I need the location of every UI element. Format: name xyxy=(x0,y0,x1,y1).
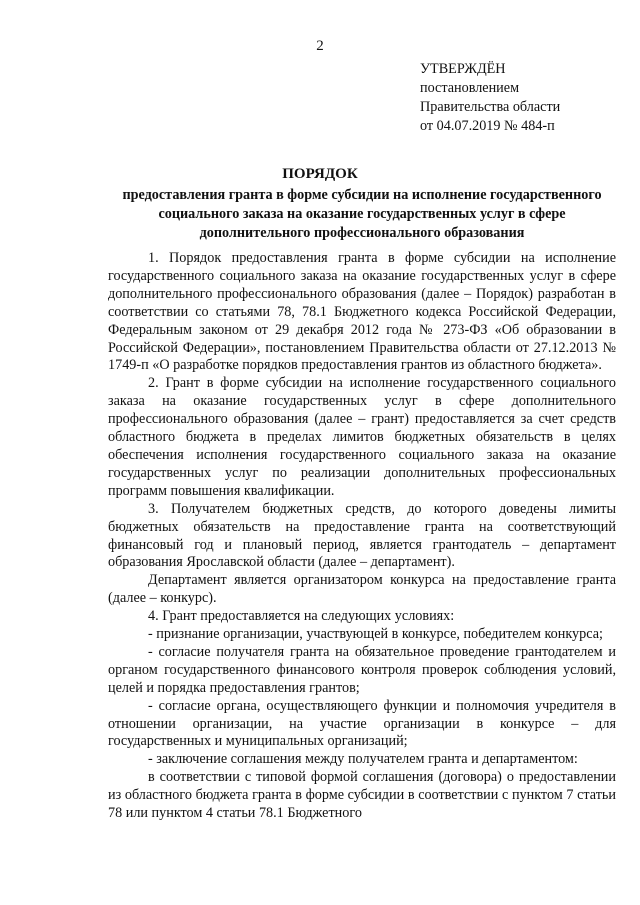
approval-line: УТВЕРЖДЁН xyxy=(420,61,506,77)
paragraph: 3. Получателем бюджетных средств, до которого доведены лимиты бюджетных обязательств на предоставление гранта на соответствующий финансовый год и плановый период, является грантодатель – департамент образования Ярославской области (далее – департамент). xyxy=(108,500,616,571)
document-subtitle: предоставления гранта в форме субсидии на исполнение государственного социального заказа на оказание государственных услуг в сфере дополнительного профессионального образования xyxy=(122,187,602,241)
paragraph: - заключение соглашения между получателем гранта и департаментом: xyxy=(148,751,578,768)
paragraph: в соответствии с типовой формой соглашения (договора) о предоставлении из областного бюджета гранта в форме субсидии в соответствии с пунктом 7 статьи 78 или пунктом 4 статьи 78.1 Бюджетного xyxy=(108,769,616,822)
document-body xyxy=(108,250,616,823)
paragraph: Департамент является организатором конкурса на предоставление гранта (далее – конкурс). xyxy=(108,572,616,607)
paragraph: - согласие получателя гранта на обязательное проведение грантодателем и органом государственного финансового контроля проверок соблюдения условий, целей и порядка предоставления грантов; xyxy=(108,643,616,696)
paragraph: 1. Порядок предоставления гранта в форме субсидии на исполнение государственного социального заказа на оказание государственных услуг в сфере дополнительного профессионального образования (далее – Порядок) разработан в соответствии со статьями 78, 78.1 Бюджетного кодекса Российской Федерации, Федеральным законом от 29 декабря 2012 года № 273-ФЗ «Об образовании в Российской Федерации», постановлением Правительства области от 27.12.2013 № 1749-п «О разработке порядков предоставления грантов из областного бюджета». xyxy=(108,250,616,374)
page-number: 2 xyxy=(316,38,324,54)
paragraph: 2. Грант в форме субсидии на исполнение государственного социального заказа на оказание государственных услуг в сфере дополнительного профессионального образования (далее – грант) предоставляется за счет средств областного бюджета в пределах лимитов бюджетных обязательств в целях обеспечения исполнения государственного социального заказа на оказание государственных услуг по реализации дополнительных профессиональных программ повышения квалификации. xyxy=(108,375,616,499)
approval-line: от 04.07.2019 № 484-п xyxy=(420,118,555,134)
approval-stamp xyxy=(420,60,560,136)
approval-line: Правительства области xyxy=(420,99,561,115)
paragraph: 4. Грант предоставляется на следующих условиях: xyxy=(148,608,455,625)
approval-line: постановлением xyxy=(420,80,520,96)
paragraph: - согласие органа, осуществляющего функции и полномочия учредителя в отношении организации, на участие организации в конкурсе – для государственных и муниципальных организаций; xyxy=(108,697,616,750)
paragraph: - признание организации, участвующей в конкурсе, победителем конкурса; xyxy=(148,626,603,643)
document-title: ПОРЯДОК xyxy=(282,166,358,182)
